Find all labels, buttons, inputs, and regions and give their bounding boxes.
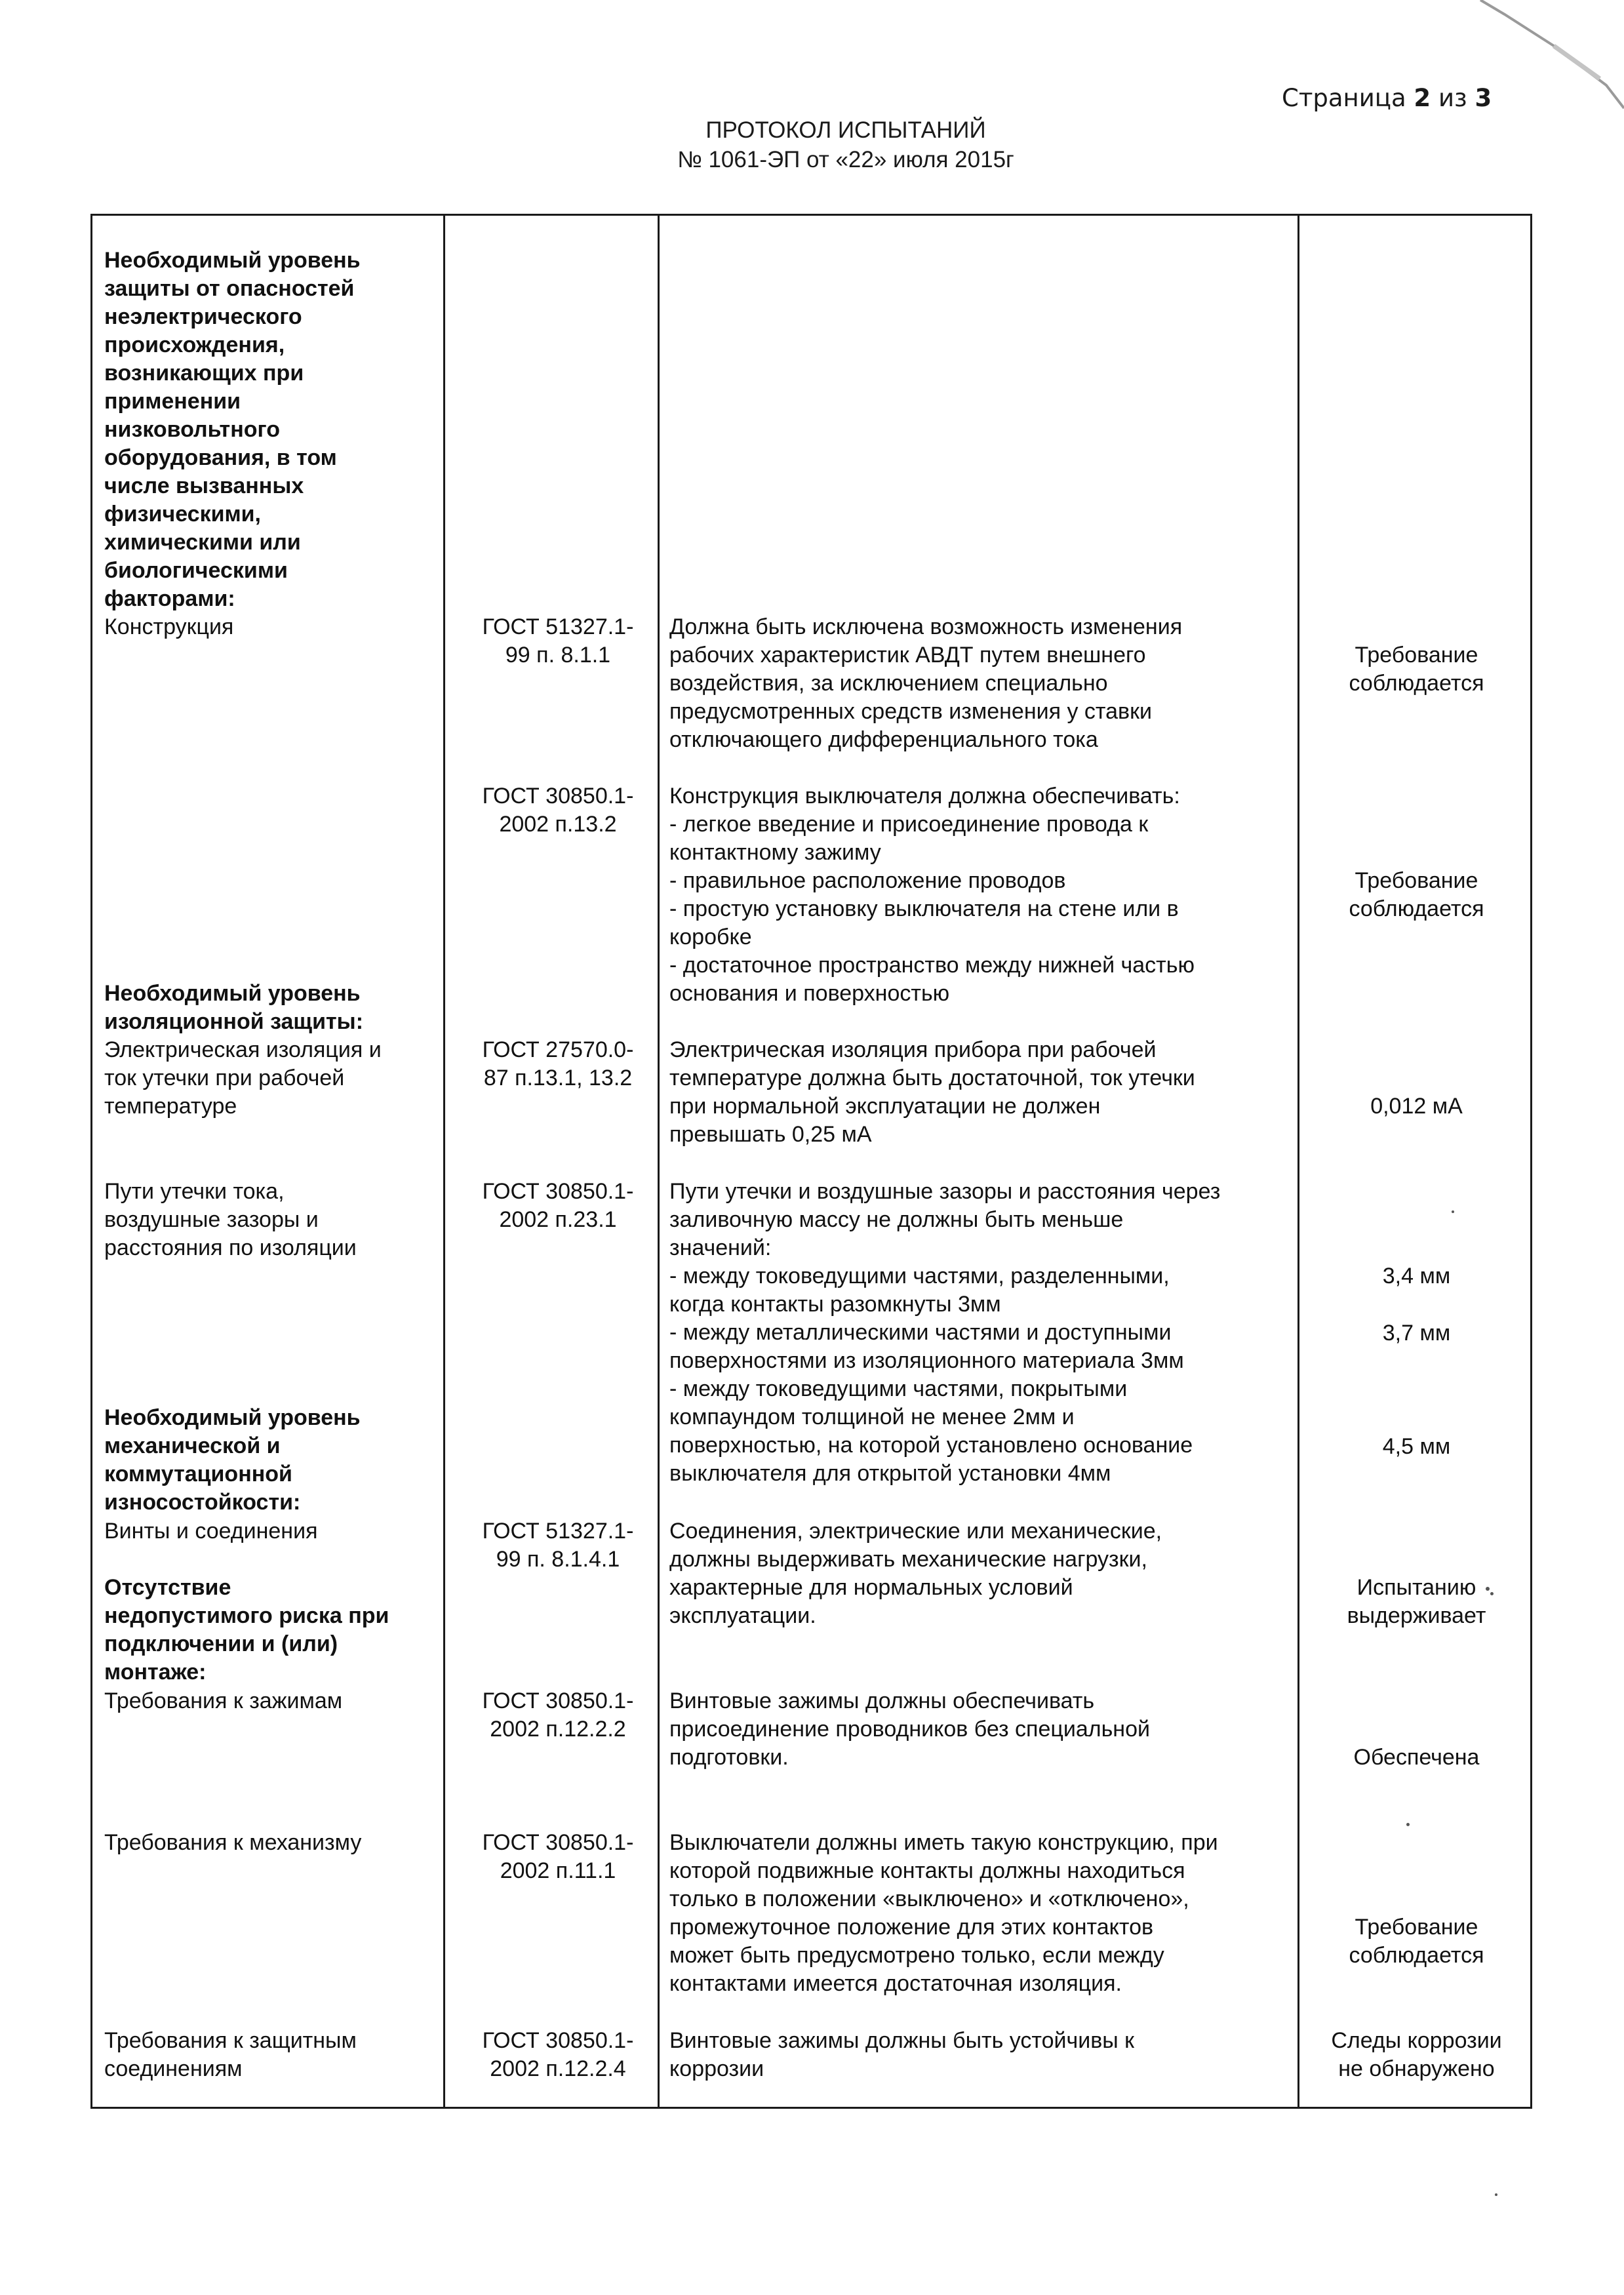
standard-reference: ГОСТ 30850.1- 2002 п.11.1 (482, 1830, 634, 1883)
page-number: Страница 2 из 3 (1282, 84, 1492, 112)
scan-speck (1406, 1823, 1410, 1826)
scan-edge-mark (1475, 0, 1624, 131)
column-divider (1297, 216, 1299, 2107)
standard-reference: ГОСТ 30850.1- 2002 п.12.2.4 (482, 2028, 634, 2081)
section-heading: Необходимый уровень защиты от опасностей неэлектрического происхождения, возникающих при применении низковольтного оборудования, в том числе вызванных физическими, химическими или биологическими факторами: (104, 248, 361, 611)
test-protocol-table (90, 214, 1532, 2109)
item-name: Пути утечки тока, воздушные зазоры и расстояния по изоляции (104, 1179, 357, 1260)
requirement-text: Электрическая изоляция прибора при рабочей температуре должна быть достаточной, ток утечки при нормальной эксплуатации не должен превышать 0,25 мА (669, 1037, 1195, 1147)
requirement-text: Должна быть исключена возможность изменения рабочих характеристик АВДТ путем внешнего воздействия, за исключением специально предусмотренных средств изменения у ставки отключающего дифференциального тока (669, 614, 1183, 752)
test-result: 3,7 мм (1382, 1321, 1451, 1346)
test-result: 0,012 мА (1370, 1094, 1463, 1119)
standard-reference: ГОСТ 30850.1- 2002 п.12.2.2 (482, 1688, 634, 1742)
item-name: Требования к защитным соединениям (104, 2028, 357, 2081)
item-name: Электрическая изоляция и ток утечки при рабочей температуре (104, 1037, 382, 1119)
section-heading: Отсутствие недопустимого риска при подключении и (или) монтаже: (104, 1575, 389, 1685)
test-result: Требование соблюдается (1349, 643, 1484, 696)
requirement-text: Соединения, электрические или механические, должны выдерживать механические нагрузки, характерные для нормальных условий эксплуатации. (669, 1519, 1162, 1628)
test-result: Следы коррозии не обнаружено (1331, 2028, 1502, 2081)
requirement-text: Выключатели должны иметь такую конструкцию, при которой подвижные контакты должны находиться только в положении «выключено» и «отключено», промежуточное положение для этих контактов может быть предусмотрено только, если между контактами имеется достаточная изоляция. (669, 1830, 1218, 1996)
test-result: Испытанию выдерживает (1347, 1575, 1486, 1628)
scan-speck (1452, 1210, 1454, 1213)
test-result: 3,4 мм (1382, 1264, 1451, 1288)
column-divider (443, 216, 445, 2107)
test-result: Требование соблюдается (1349, 1915, 1484, 1968)
requirement-text: Пути утечки и воздушные зазоры и расстояния через заливочную массу не должны быть меньше значений: - между токоведущими частями, разделенными, когда контакты разомкнуты 3мм - между металлическими частями и доступными поверхностями из изоляционного материала 3мм - между токоведущими частями, покрытыми компаундом толщиной не менее 2мм и поверхностью, на которой установлено основание выключателя для открытой установки 4мм (669, 1179, 1221, 1486)
item-name: Винты и соединения (104, 1519, 318, 1544)
item-name: Требования к зажимам (104, 1688, 343, 1713)
requirement-text: Конструкция выключателя должна обеспечивать: - легкое введение и присоединение провода к контактному зажиму - правильное расположение проводов - простую установку выключателя на стене или в коробке - достаточное пространство между нижней частью основания и поверхностью (669, 784, 1195, 1006)
document-number-line: № 1061-ЭП от «22» июля 2015г (677, 147, 1014, 172)
standard-reference: ГОСТ 30850.1- 2002 п.13.2 (482, 784, 634, 837)
requirement-text: Винтовые зажимы должны быть устойчивы к коррозии (669, 2028, 1135, 2081)
scan-speck (1490, 1592, 1494, 1595)
item-name: Требования к механизму (104, 1830, 362, 1855)
scan-speck (1486, 1587, 1490, 1591)
document-title (0, 115, 1624, 174)
requirement-text: Винтовые зажимы должны обеспечивать присоединение проводников без специальной подготовки. (669, 1688, 1150, 1770)
column-divider (658, 216, 660, 2107)
standard-reference: ГОСТ 51327.1- 99 п. 8.1.1 (482, 614, 634, 668)
test-result: Требование соблюдается (1349, 868, 1484, 921)
standard-reference: ГОСТ 27570.0- 87 п.13.1, 13.2 (482, 1037, 634, 1090)
test-result: 4,5 мм (1382, 1434, 1451, 1459)
item-name: Конструкция (104, 614, 234, 639)
scan-speck (1495, 2193, 1497, 2196)
section-heading: Необходимый уровень изоляционной защиты: (104, 981, 364, 1034)
section-heading: Необходимый уровень механической и коммутационной износостойкости: (104, 1405, 361, 1515)
test-result: Обеспечена (1353, 1745, 1480, 1770)
standard-reference: ГОСТ 30850.1- 2002 п.23.1 (482, 1179, 634, 1232)
document-title-line: ПРОТОКОЛ ИСПЫТАНИЙ (705, 117, 986, 143)
standard-reference: ГОСТ 51327.1- 99 п. 8.1.4.1 (482, 1519, 634, 1572)
